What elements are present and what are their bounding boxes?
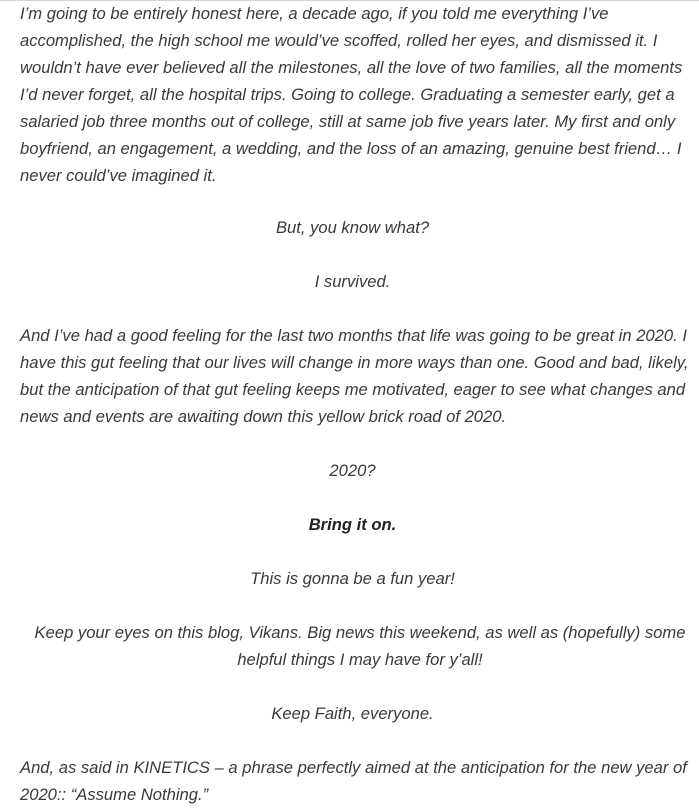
paragraph-fun-year: This is gonna be a fun year! <box>250 569 455 588</box>
paragraph-reflection: I’m going to be entirely honest here, a decade ago, if you told me everything I’ve accomplished, the high school me would’ve scoffed, rolled her eyes, and dismissed it. I wouldn’t have ever believed all the milestones, all the love of two families, all the moments I’d never forget, all the hospital trips. Going to college. Graduating a semester early, get a salaried job three months out of college, still at same job five years later. My first and only boyfriend, an engagement, a wedding, and the loss of an amazing, genuine best friend… I never could’ve imagined it. <box>20 4 683 185</box>
paragraph-survived: I survived. <box>314 272 391 291</box>
paragraph-blog-news: Keep your eyes on this blog, Vikans. Big news this weekend, as well as (hopefully) some helpful things I may have for y’all! <box>34 623 686 669</box>
paragraph-question: But, you know what? <box>275 218 430 237</box>
paragraph-keep-faith: Keep Faith, everyone. <box>271 704 434 723</box>
paragraph-kinetics-quote: And, as said in KINETICS – a phrase perfectly aimed at the anticipation for the new year of 2020:: “Assume Nothing.” <box>20 758 687 804</box>
paragraph-2020: 2020? <box>329 461 376 480</box>
paragraph-bring-it-on: Bring it on. <box>308 515 397 534</box>
paragraph-gut-feeling: And I’ve had a good feeling for the last two months that life was going to be great in 2020. I have this gut feeling that our lives will change in more ways than one. Good and bad, likely, but the anticipation of that gut feeling keeps me motivated, eager to see what changes and news and events are awaiting down this yellow brick road of 2020. <box>20 326 689 426</box>
